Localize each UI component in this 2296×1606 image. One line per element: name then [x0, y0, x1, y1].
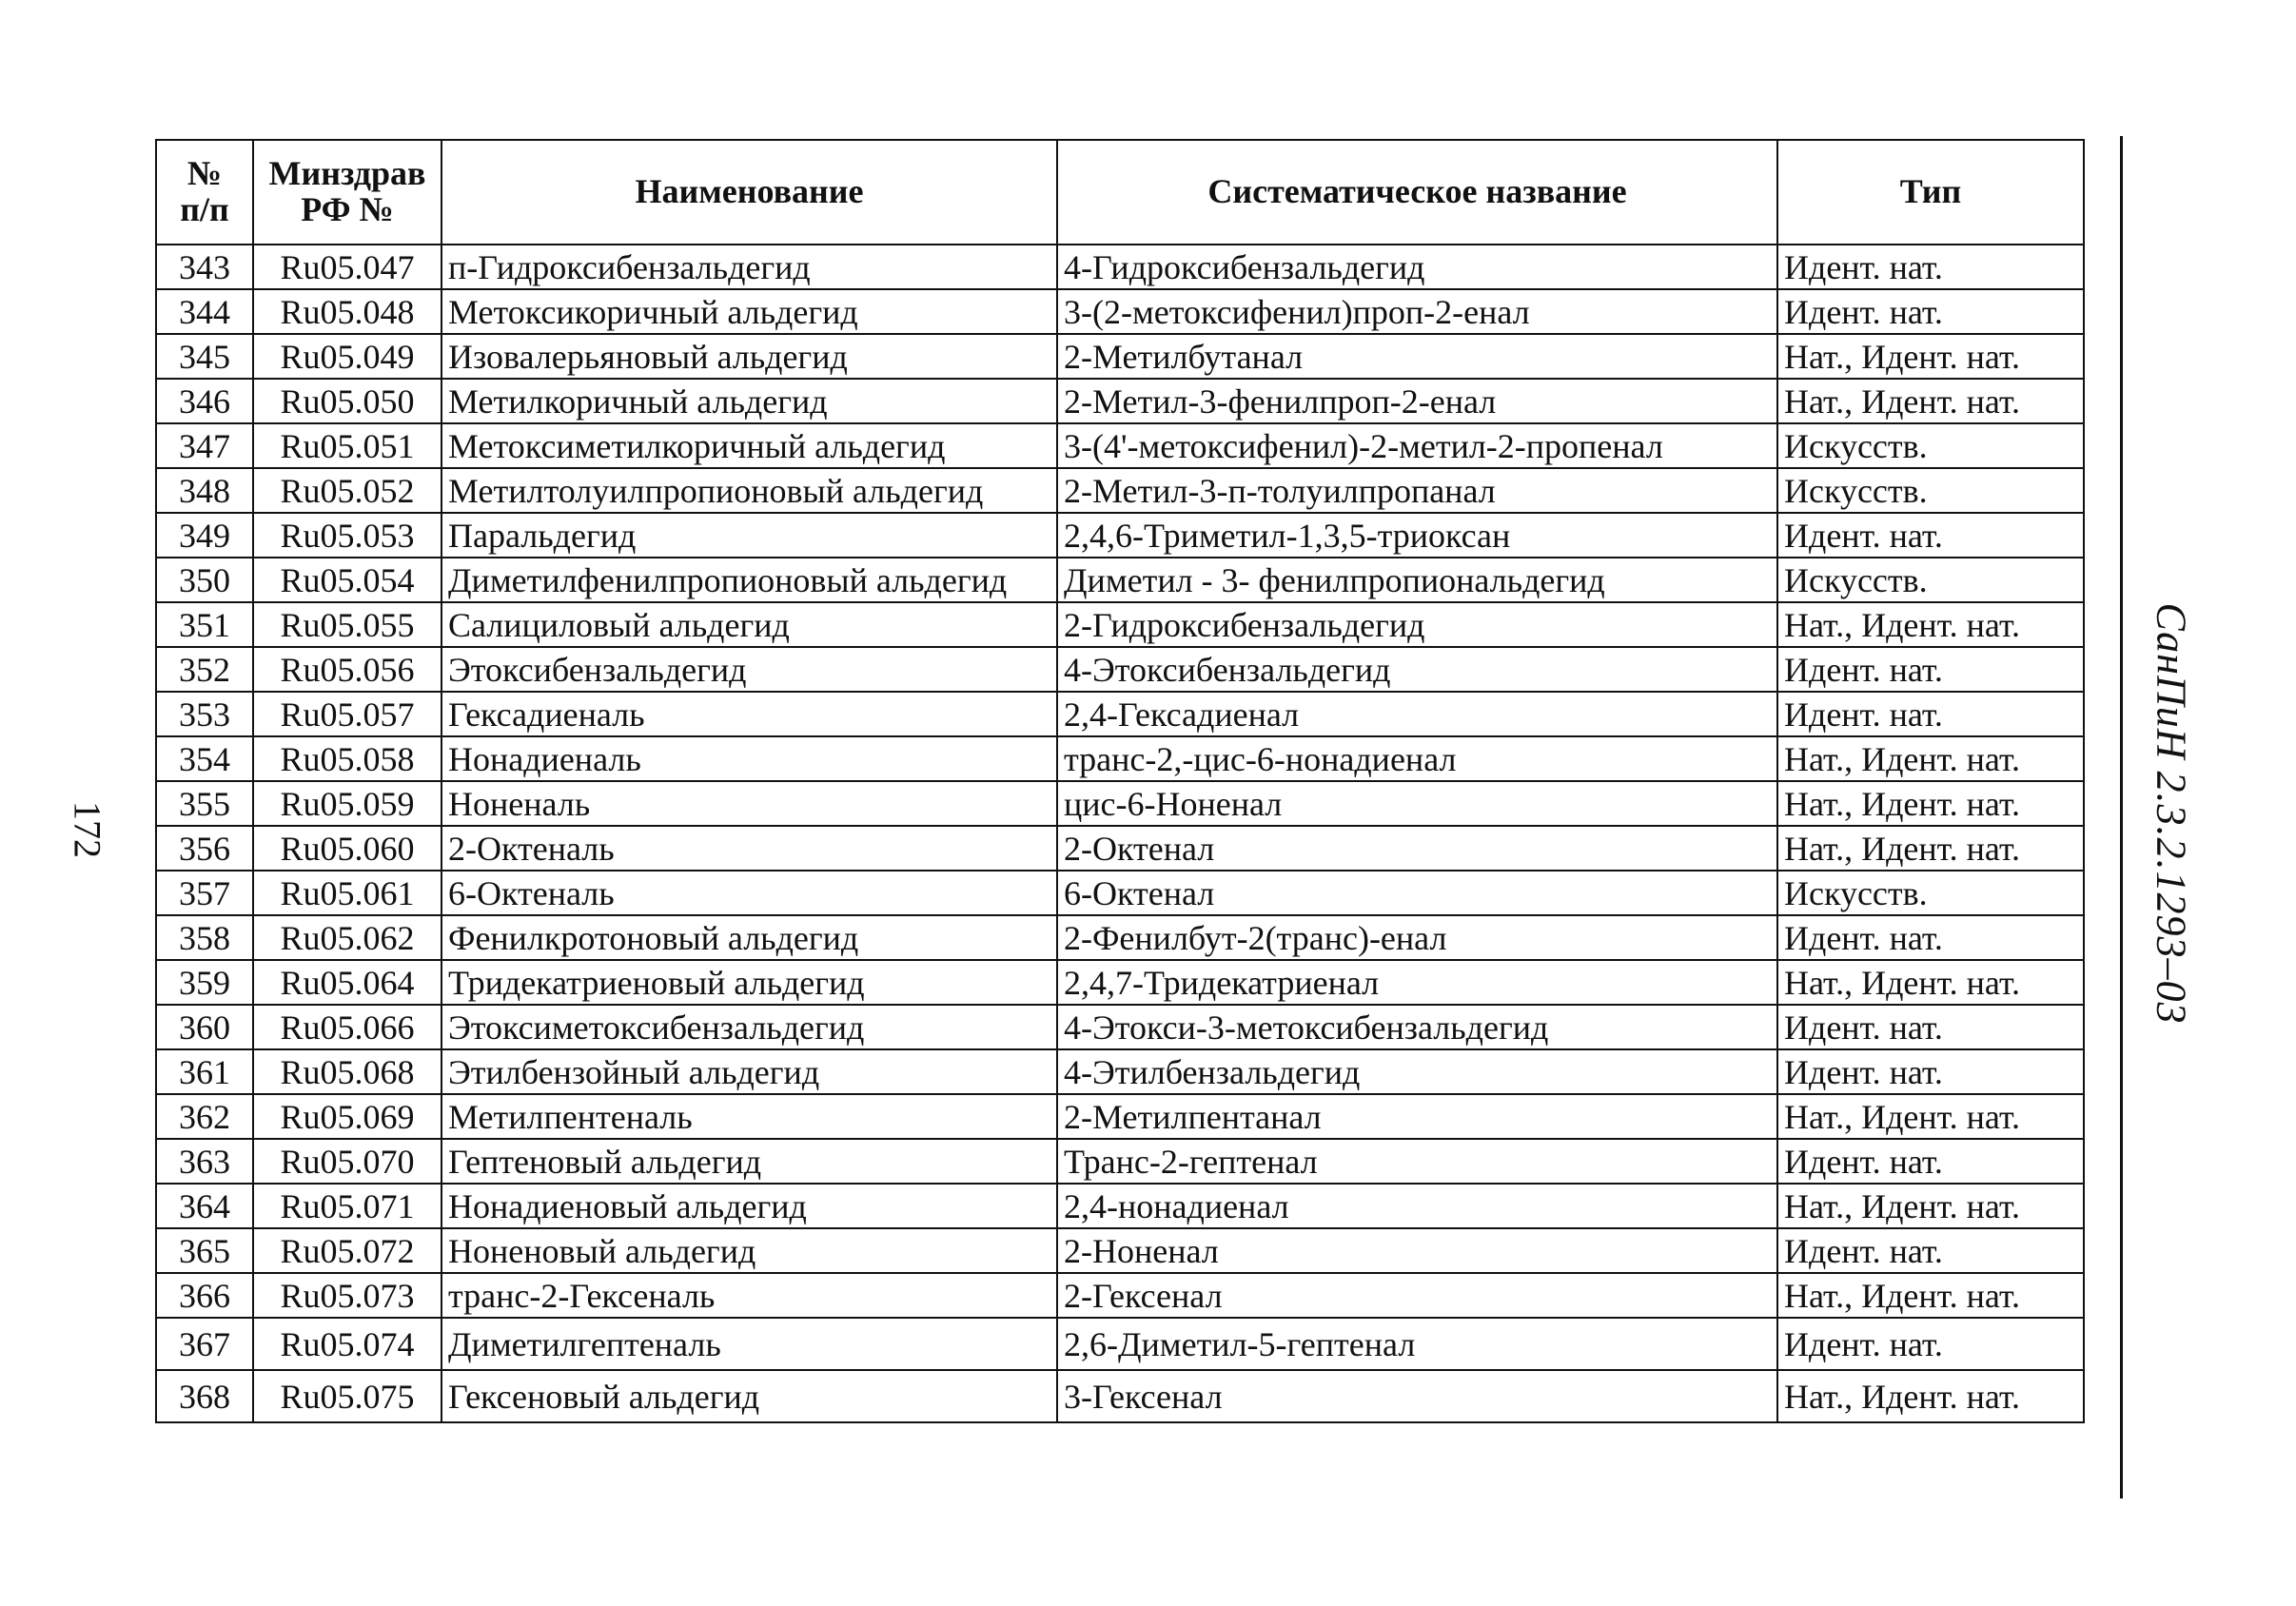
cell-name: Паральдегид: [442, 513, 1057, 558]
cell-num: 363: [156, 1139, 253, 1184]
cell-name: Гексадиеналь: [442, 692, 1057, 736]
cell-num: 351: [156, 602, 253, 647]
cell-type: Искусств.: [1777, 871, 2084, 915]
cell-type: Идент. нат.: [1777, 245, 2084, 289]
cell-type: Искусств.: [1777, 558, 2084, 602]
cell-systematic: 2,6-Диметил-5-гептенал: [1057, 1318, 1777, 1370]
header-code-line1: Минздрав: [268, 154, 426, 193]
cell-type: Идент. нат.: [1777, 289, 2084, 334]
cell-num: 355: [156, 781, 253, 826]
document-code: СанПиН 2.3.2.1293–03: [2148, 602, 2195, 1025]
cell-num: 345: [156, 334, 253, 379]
cell-code: Ru05.069: [253, 1094, 442, 1139]
cell-systematic: 2-Метил-3-фенилпроп-2-енал: [1057, 379, 1777, 423]
cell-name: Тридекатриеновый альдегид: [442, 960, 1057, 1005]
cell-type: Идент. нат.: [1777, 1049, 2084, 1094]
cell-systematic: 2,4-нонадиенал: [1057, 1184, 1777, 1228]
cell-num: 358: [156, 915, 253, 960]
cell-code: Ru05.052: [253, 468, 442, 513]
cell-num: 349: [156, 513, 253, 558]
cell-name: Метоксикоричный альдегид: [442, 289, 1057, 334]
cell-systematic: 4-Этоксибензальдегид: [1057, 647, 1777, 692]
cell-code: Ru05.050: [253, 379, 442, 423]
cell-systematic: 2-Фенилбут-2(транс)-енал: [1057, 915, 1777, 960]
table-row: [156, 423, 2084, 468]
cell-type: Нат., Идент. нат.: [1777, 1094, 2084, 1139]
cell-type: Идент. нат.: [1777, 647, 2084, 692]
cell-num: 361: [156, 1049, 253, 1094]
margin-rule: [2120, 136, 2123, 1498]
cell-name: Фенилкротоновый альдегид: [442, 915, 1057, 960]
table-row: [156, 1139, 2084, 1184]
cell-systematic: 6-Октенал: [1057, 871, 1777, 915]
cell-num: 367: [156, 1318, 253, 1370]
cell-name: Этоксиметоксибензальдегид: [442, 1005, 1057, 1049]
cell-num: 357: [156, 871, 253, 915]
table-row: [156, 289, 2084, 334]
header-row: [156, 140, 2084, 245]
header-num: [156, 140, 253, 245]
cell-num: 344: [156, 289, 253, 334]
cell-code: Ru05.061: [253, 871, 442, 915]
cell-code: Ru05.056: [253, 647, 442, 692]
cell-num: 366: [156, 1273, 253, 1318]
cell-type: Нат., Идент. нат.: [1777, 1370, 2084, 1422]
table-row: [156, 692, 2084, 736]
cell-name: Гексеновый альдегид: [442, 1370, 1057, 1422]
table-row: [156, 1318, 2084, 1370]
cell-type: Нат., Идент. нат.: [1777, 826, 2084, 871]
table-row: [156, 1094, 2084, 1139]
table-row: [156, 1370, 2084, 1422]
header-num-line1: №: [186, 154, 223, 193]
table-row: [156, 245, 2084, 289]
cell-code: Ru05.048: [253, 289, 442, 334]
cell-systematic: 2-Октенал: [1057, 826, 1777, 871]
cell-systematic: 3-(4'-метоксифенил)-2-метил-2-пропенал: [1057, 423, 1777, 468]
cell-name: Диметилгептеналь: [442, 1318, 1057, 1370]
cell-systematic: 2-Гидроксибензальдегид: [1057, 602, 1777, 647]
cell-name: Метоксиметилкоричный альдегид: [442, 423, 1057, 468]
header-num-line2: п/п: [180, 190, 229, 228]
header-code: [253, 140, 442, 245]
cell-name: Метилкоричный альдегид: [442, 379, 1057, 423]
cell-name: Этоксибензальдегид: [442, 647, 1057, 692]
cell-num: 343: [156, 245, 253, 289]
cell-name: Изовалерьяновый альдегид: [442, 334, 1057, 379]
cell-name: Метилпентеналь: [442, 1094, 1057, 1139]
cell-code: Ru05.062: [253, 915, 442, 960]
table-row: [156, 915, 2084, 960]
cell-systematic: 2-Метилпентанал: [1057, 1094, 1777, 1139]
cell-code: Ru05.073: [253, 1273, 442, 1318]
cell-systematic: 2-Метил-3-п-толуилпропанал: [1057, 468, 1777, 513]
table-row: [156, 736, 2084, 781]
cell-num: 353: [156, 692, 253, 736]
table-header: [156, 140, 2084, 245]
table-row: [156, 826, 2084, 871]
cell-name: Этилбензойный альдегид: [442, 1049, 1057, 1094]
table-row: [156, 1049, 2084, 1094]
table-row: [156, 960, 2084, 1005]
cell-name: Ноненаль: [442, 781, 1057, 826]
cell-num: 365: [156, 1228, 253, 1273]
cell-systematic: 2,4-Гексадиенал: [1057, 692, 1777, 736]
cell-type: Идент. нат.: [1777, 1228, 2084, 1273]
cell-type: Нат., Идент. нат.: [1777, 1273, 2084, 1318]
table-row: [156, 379, 2084, 423]
cell-code: Ru05.059: [253, 781, 442, 826]
cell-num: 352: [156, 647, 253, 692]
cell-num: 368: [156, 1370, 253, 1422]
cell-type: Нат., Идент. нат.: [1777, 1184, 2084, 1228]
cell-name: Диметилфенилпропионовый альдегид: [442, 558, 1057, 602]
table-row: [156, 602, 2084, 647]
cell-num: 356: [156, 826, 253, 871]
cell-name: Нонадиеналь: [442, 736, 1057, 781]
table-row: [156, 647, 2084, 692]
cell-systematic: 4-Гидроксибензальдегид: [1057, 245, 1777, 289]
page-number: 172: [66, 801, 109, 858]
table-row: [156, 781, 2084, 826]
cell-systematic: 2-Метилбутанал: [1057, 334, 1777, 379]
header-systematic: Систематическое название: [1057, 140, 1777, 245]
cell-num: 362: [156, 1094, 253, 1139]
cell-name: Ноненовый альдегид: [442, 1228, 1057, 1273]
header-name: Наименование: [442, 140, 1057, 245]
cell-code: Ru05.060: [253, 826, 442, 871]
cell-systematic: 3-(2-метоксифенил)проп-2-енал: [1057, 289, 1777, 334]
cell-type: Нат., Идент. нат.: [1777, 736, 2084, 781]
cell-name: 6-Октеналь: [442, 871, 1057, 915]
table-row: [156, 558, 2084, 602]
cell-num: 364: [156, 1184, 253, 1228]
cell-type: Нат., Идент. нат.: [1777, 334, 2084, 379]
cell-type: Идент. нат.: [1777, 1139, 2084, 1184]
cell-type: Искусств.: [1777, 423, 2084, 468]
flavoring-table: [155, 139, 2085, 1423]
table-body: [156, 245, 2084, 1422]
cell-num: 354: [156, 736, 253, 781]
cell-code: Ru05.075: [253, 1370, 442, 1422]
table-row: [156, 1184, 2084, 1228]
cell-code: Ru05.064: [253, 960, 442, 1005]
cell-systematic: 2-Ноненал: [1057, 1228, 1777, 1273]
cell-systematic: 2-Гексенал: [1057, 1273, 1777, 1318]
cell-num: 347: [156, 423, 253, 468]
cell-code: Ru05.058: [253, 736, 442, 781]
cell-type: Идент. нат.: [1777, 1005, 2084, 1049]
cell-num: 348: [156, 468, 253, 513]
cell-code: Ru05.070: [253, 1139, 442, 1184]
cell-code: Ru05.074: [253, 1318, 442, 1370]
cell-name: Метилтолуилпропионовый альдегид: [442, 468, 1057, 513]
cell-systematic: 4-Этокси-3-метоксибензальдегид: [1057, 1005, 1777, 1049]
cell-type: Идент. нат.: [1777, 915, 2084, 960]
cell-type: Нат., Идент. нат.: [1777, 379, 2084, 423]
header-code-line2: РФ №: [301, 190, 394, 228]
cell-code: Ru05.057: [253, 692, 442, 736]
cell-type: Идент. нат.: [1777, 513, 2084, 558]
cell-type: Идент. нат.: [1777, 1318, 2084, 1370]
cell-code: Ru05.053: [253, 513, 442, 558]
cell-name: 2-Октеналь: [442, 826, 1057, 871]
cell-systematic: Транс-2-гептенал: [1057, 1139, 1777, 1184]
cell-systematic: 2,4,7-Тридекатриенал: [1057, 960, 1777, 1005]
cell-type: Нат., Идент. нат.: [1777, 781, 2084, 826]
table-row: [156, 1273, 2084, 1318]
cell-systematic: цис-6-Ноненал: [1057, 781, 1777, 826]
cell-systematic: транс-2,-цис-6-нонадиенал: [1057, 736, 1777, 781]
cell-num: 350: [156, 558, 253, 602]
cell-type: Искусств.: [1777, 468, 2084, 513]
cell-code: Ru05.049: [253, 334, 442, 379]
cell-code: Ru05.071: [253, 1184, 442, 1228]
table-row: [156, 513, 2084, 558]
table-row: [156, 1228, 2084, 1273]
cell-systematic: 3-Гексенал: [1057, 1370, 1777, 1422]
cell-num: 360: [156, 1005, 253, 1049]
cell-code: Ru05.047: [253, 245, 442, 289]
table-row: [156, 468, 2084, 513]
cell-num: 359: [156, 960, 253, 1005]
cell-type: Идент. нат.: [1777, 692, 2084, 736]
cell-type: Нат., Идент. нат.: [1777, 960, 2084, 1005]
cell-type: Нат., Идент. нат.: [1777, 602, 2084, 647]
cell-name: Нонадиеновый альдегид: [442, 1184, 1057, 1228]
cell-code: Ru05.054: [253, 558, 442, 602]
cell-code: Ru05.066: [253, 1005, 442, 1049]
cell-systematic: 2,4,6-Триметил-1,3,5-триоксан: [1057, 513, 1777, 558]
cell-systematic: 4-Этилбензальдегид: [1057, 1049, 1777, 1094]
cell-code: Ru05.051: [253, 423, 442, 468]
table-row: [156, 871, 2084, 915]
table-row: [156, 1005, 2084, 1049]
cell-name: транс-2-Гексеналь: [442, 1273, 1057, 1318]
table-row: [156, 334, 2084, 379]
cell-name: Гептеновый альдегид: [442, 1139, 1057, 1184]
cell-name: п-Гидроксибензальдегид: [442, 245, 1057, 289]
cell-code: Ru05.072: [253, 1228, 442, 1273]
header-type: Тип: [1777, 140, 2084, 245]
cell-code: Ru05.055: [253, 602, 442, 647]
cell-systematic: Диметил - 3- фенилпропиональдегид: [1057, 558, 1777, 602]
cell-code: Ru05.068: [253, 1049, 442, 1094]
cell-num: 346: [156, 379, 253, 423]
cell-name: Салициловый альдегид: [442, 602, 1057, 647]
